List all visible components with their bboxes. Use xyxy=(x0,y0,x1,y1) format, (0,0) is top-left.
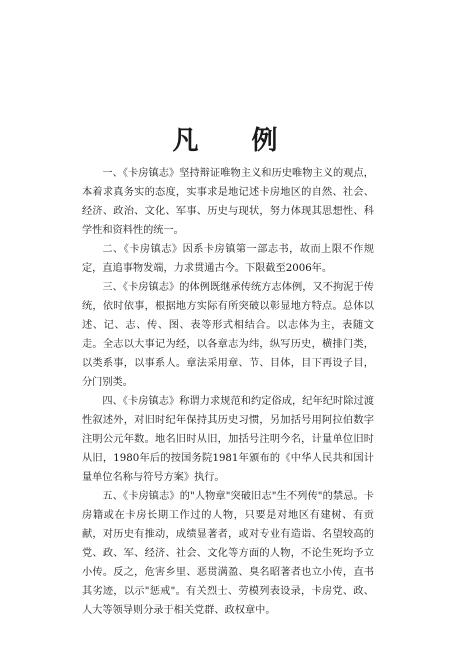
paragraph-3: 三、《卡房镇志》的体例既继承传统方志体例，又不拘泥于传统，依时依事，根据地方实际有所突破以彰显地方特点。总体以述、记、志、传、图、表等形式相结合。以志体为主，表随文走。全志以大事记为经，以各章志为纬，纵写历史，横排门类，以类系事，以事系人。章法采用章、节、目体，目下再设子目，分门别类。 xyxy=(82,282,374,388)
paragraph-4: 四、《卡房镇志》称谓力求规范和约定俗成，纪年纪时除过渡性叙述外，对旧时纪年保持其历史习惯，另加括号用阿拉伯数字注明公元年数。地名旧时从旧，加括号注明今名，计量单位旧时从旧，1980年后的按国务院1981年颁布的《中华人民共和国计量单位名称与符号方案》执行。 xyxy=(82,396,374,483)
page-title: 凡 例 xyxy=(172,126,300,156)
paragraph-2: 二、《卡房镇志》因系卡房镇第一部志书，故而上限不作规定，直追事物发端，力求贯通古今。下限截至2006年。 xyxy=(82,244,374,274)
paragraph-5: 五、《卡房镇志》的"人物章"突破旧志"生不列传"的禁忌。卡房籍或在卡房长期工作过的人物，只要是对地区有建树、有贡献，对历史有推动，成绩显著者，或对专业有造诣、名望较高的党、政、军、经济、社会、文化等方面的人物，不论生死均予立小传。反之，危害乡里、恶贯满盈、臭名昭著者也立小传，直书其劣迹，以示"惩戒"。有关烈士、劳模列表设录，卡房党、政、人大等领导则分录于相关党群、政权章中。 xyxy=(82,491,374,616)
document-body xyxy=(82,164,374,620)
paragraph-1: 一、《卡房镇志》坚持辩证唯物主义和历史唯物主义的观点，本着求真务实的态度，实事求是地记述卡房地区的自然、社会、经济、政治、文化、军事、历史与现状，努力体现其思想性、科学性和资料性的统一。 xyxy=(82,168,374,236)
